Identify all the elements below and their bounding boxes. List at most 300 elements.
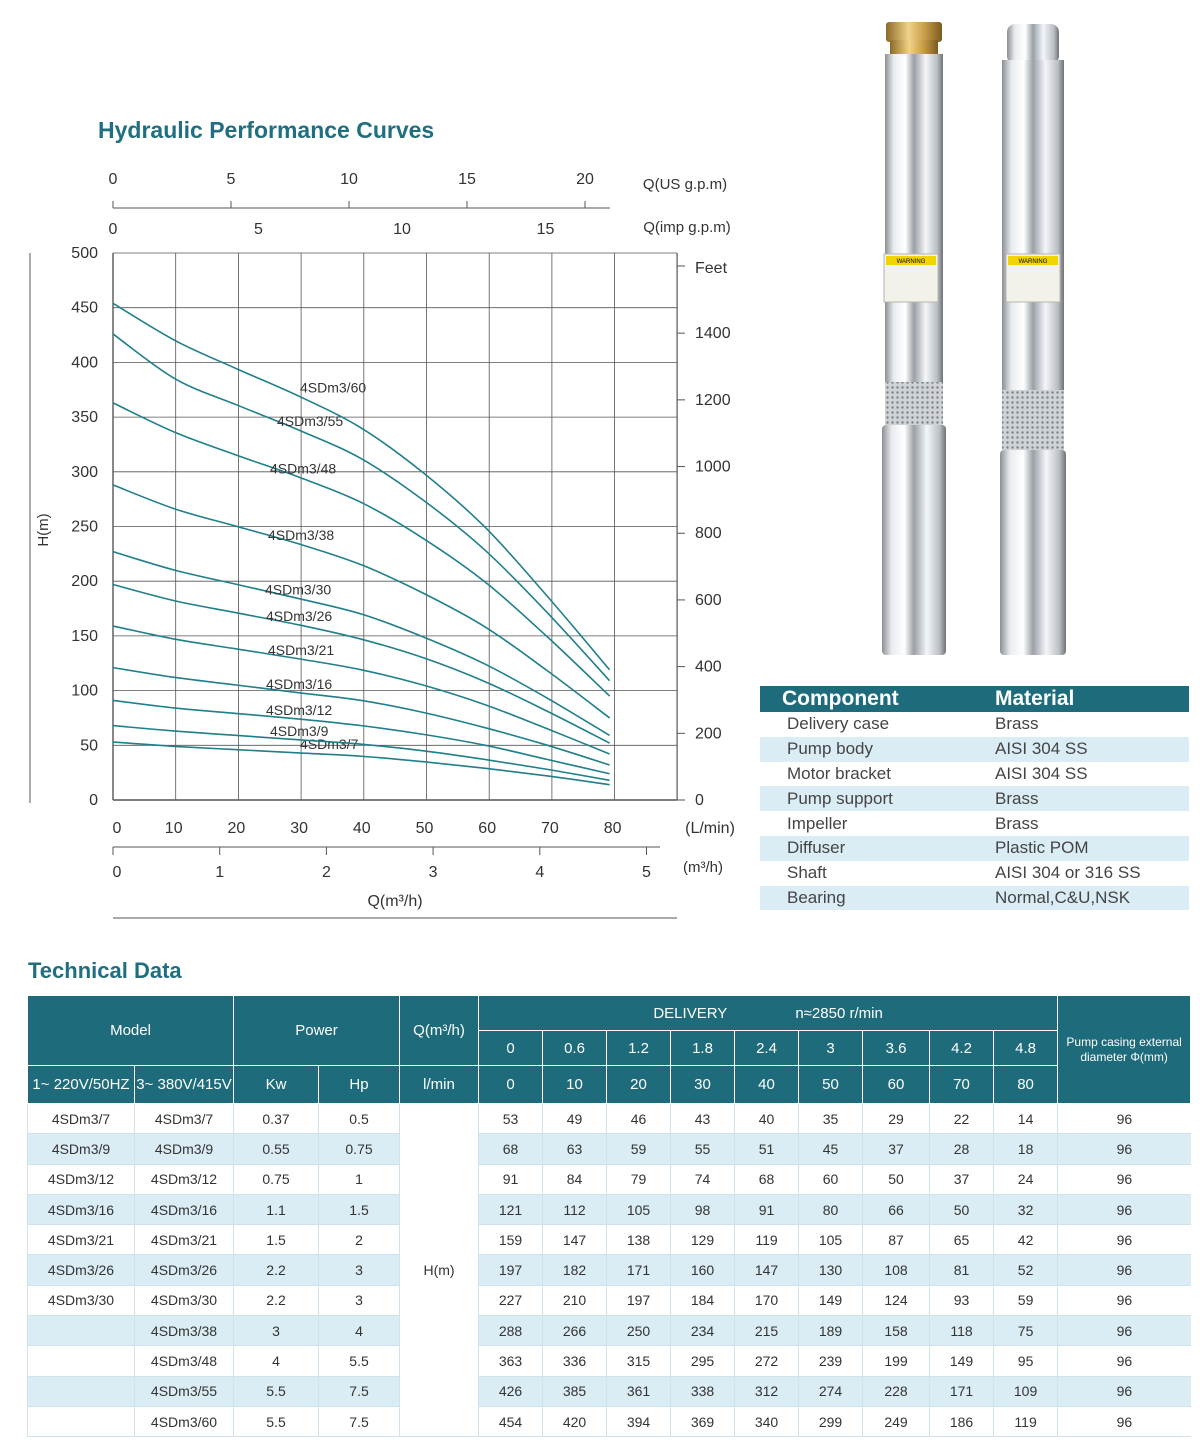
head-value-cell: 50 [930, 1194, 994, 1224]
casing-diameter-cell: 96 [1058, 1316, 1191, 1346]
head-value-cell: 336 [543, 1346, 607, 1376]
feet-axis-title: Feet [695, 260, 728, 277]
head-value-cell: 385 [543, 1376, 607, 1406]
hp-cell: 0.5 [319, 1104, 400, 1134]
curve-4sdm3-30 [113, 552, 610, 736]
head-value-cell: 158 [863, 1316, 930, 1346]
head-value-cell: 184 [671, 1285, 735, 1315]
feet-tick-label: 0 [695, 792, 704, 809]
q-m3h-cell: 4.2 [930, 1031, 994, 1066]
casing-diameter-cell: 96 [1058, 1346, 1191, 1376]
head-value-cell: 59 [994, 1285, 1058, 1315]
head-value-cell: 147 [543, 1225, 607, 1255]
lmin-tick-label: 50 [415, 820, 434, 837]
model-single-phase-cell [28, 1376, 135, 1406]
q-m3h-cell: 1.2 [607, 1031, 671, 1066]
curve-label: 4SDm3/48 [270, 460, 337, 477]
table-row [28, 1255, 1191, 1285]
head-value-cell: 40 [735, 1104, 799, 1134]
hp-header: Hp [319, 1066, 400, 1104]
y-tick-label: 250 [71, 518, 98, 536]
lmin-tick-label: 30 [290, 820, 308, 837]
head-value-cell: 84 [543, 1164, 607, 1194]
head-value-cell: 186 [930, 1406, 994, 1436]
kw-cell: 2.2 [234, 1255, 319, 1285]
model-single-phase-cell: 4SDm3/7 [28, 1104, 135, 1134]
head-value-cell: 66 [863, 1194, 930, 1224]
kw-cell: 4 [234, 1346, 319, 1376]
component-row [760, 762, 1189, 787]
y-tick-label: 50 [80, 737, 98, 755]
head-value-cell: 171 [930, 1376, 994, 1406]
feet-tick-label: 200 [695, 725, 722, 743]
head-value-cell: 93 [930, 1285, 994, 1315]
casing-diameter-cell: 96 [1058, 1376, 1191, 1406]
head-value-cell: 274 [799, 1376, 863, 1406]
component-cell: Pump body [760, 737, 995, 762]
head-value-cell: 109 [994, 1376, 1058, 1406]
q-lmin-cell: 10 [543, 1066, 607, 1104]
hp-cell: 3 [319, 1285, 400, 1315]
chart-title: Hydraulic Performance Curves [98, 117, 435, 143]
component-cell: Bearing [760, 886, 995, 911]
hp-cell: 1.5 [319, 1194, 400, 1224]
hm-label-cell: H(m) [400, 1104, 479, 1437]
curve-label: 4SDm3/30 [265, 581, 332, 598]
head-value-cell: 53 [479, 1104, 543, 1134]
table-row [28, 1104, 1191, 1134]
head-value-cell: 239 [799, 1346, 863, 1376]
kw-cell: 2.2 [234, 1285, 319, 1315]
y-tick-label: 150 [71, 627, 98, 645]
head-value-cell: 197 [607, 1285, 671, 1315]
curve-label: 4SDm3/60 [300, 379, 367, 396]
feet-tick-label: 600 [695, 591, 722, 609]
performance-chart [0, 150, 760, 930]
head-value-cell: 112 [543, 1194, 607, 1224]
curve-label: 4SDm3/21 [268, 641, 335, 658]
lmin-tick-label: 80 [603, 820, 622, 837]
head-value-cell: 215 [735, 1316, 799, 1346]
head-value-cell: 95 [994, 1346, 1058, 1376]
head-value-cell: 159 [479, 1225, 543, 1255]
component-row [760, 786, 1189, 811]
head-value-cell: 43 [671, 1104, 735, 1134]
m3h-axis-title: (m³/h) [683, 859, 723, 876]
head-value-cell: 68 [735, 1164, 799, 1194]
model-three-phase-cell: 4SDm3/21 [135, 1225, 234, 1255]
head-value-cell: 249 [863, 1406, 930, 1436]
head-value-cell: 228 [863, 1376, 930, 1406]
kw-cell: 0.55 [234, 1134, 319, 1164]
usgpm-tick-label: 0 [108, 171, 118, 188]
component-cell: Pump support [760, 786, 995, 811]
technical-data-title: Technical Data [28, 958, 182, 983]
head-value-cell: 74 [671, 1164, 735, 1194]
table-row [28, 1225, 1191, 1255]
head-value-cell: 51 [735, 1134, 799, 1164]
head-value-cell: 68 [479, 1134, 543, 1164]
head-value-cell: 234 [671, 1316, 735, 1346]
pump-illustrations [860, 10, 1190, 675]
material-cell: Brass [995, 813, 1039, 833]
table-row [28, 1316, 1191, 1346]
head-value-cell: 124 [863, 1285, 930, 1315]
head-value-cell: 45 [799, 1134, 863, 1164]
model-single-phase-cell: 4SDm3/12 [28, 1164, 135, 1194]
curve-4sdm3-16 [113, 668, 610, 765]
hp-cell: 3 [319, 1255, 400, 1285]
curve-4sdm3-38 [113, 485, 610, 718]
model-single-phase-cell [28, 1346, 135, 1376]
head-value-cell: 171 [607, 1255, 671, 1285]
m3h-tick-label: 1 [215, 864, 225, 881]
component-row [760, 737, 1189, 762]
curve-label: 4SDm3/55 [277, 413, 344, 430]
head-value-cell: 210 [543, 1285, 607, 1315]
feet-tick-label: 1400 [695, 325, 731, 343]
head-value-cell: 87 [863, 1225, 930, 1255]
q-m3h-cell: 0.6 [543, 1031, 607, 1066]
hp-cell: 4 [319, 1316, 400, 1346]
model-three-phase-cell: 4SDm3/12 [135, 1164, 234, 1194]
lmin-tick-label: 60 [478, 820, 497, 837]
q-lmin-cell: 60 [863, 1066, 930, 1104]
head-value-cell: 138 [607, 1225, 671, 1255]
head-value-cell: 340 [735, 1406, 799, 1436]
head-value-cell: 420 [543, 1406, 607, 1436]
hp-cell: 7.5 [319, 1376, 400, 1406]
head-value-cell: 65 [930, 1225, 994, 1255]
material-header: Material [995, 686, 1189, 712]
q-lmin-cell: 80 [994, 1066, 1058, 1104]
head-value-cell: 105 [607, 1194, 671, 1224]
model-single-phase-cell: 4SDm3/26 [28, 1255, 135, 1285]
q-m3h-cell: 2.4 [735, 1031, 799, 1066]
y-tick-label: 0 [89, 792, 98, 809]
component-row [760, 712, 1189, 737]
y-tick-label: 400 [71, 354, 98, 372]
y-tick-label: 450 [71, 299, 98, 317]
casing-diameter-cell: 96 [1058, 1194, 1191, 1224]
table-row [28, 1346, 1191, 1376]
casing-header: Pump casing external diameter Φ(mm) [1058, 996, 1191, 1104]
pump-brass-icon [882, 22, 946, 655]
m3h-tick-label: 2 [321, 864, 331, 881]
head-value-cell: 42 [994, 1225, 1058, 1255]
head-value-cell: 105 [799, 1225, 863, 1255]
usgpm-tick-label: 5 [226, 171, 236, 188]
head-value-cell: 182 [543, 1255, 607, 1285]
usgpm-tick-label: 20 [576, 171, 594, 188]
kw-cell: 1.1 [234, 1194, 319, 1224]
pump2-warning-label: WARNING [1018, 259, 1048, 265]
model-single-phase-cell: 4SDm3/9 [28, 1134, 135, 1164]
curve-4sdm3-7 [113, 742, 610, 785]
feet-tick-label: 1000 [695, 458, 731, 476]
casing-diameter-cell: 96 [1058, 1225, 1191, 1255]
head-value-cell: 394 [607, 1406, 671, 1436]
head-value-cell: 454 [479, 1406, 543, 1436]
model-single-phase-cell [28, 1406, 135, 1436]
y-axis-title: H(m) [35, 513, 52, 547]
lmin-tick-label: 20 [227, 820, 246, 837]
head-value-cell: 149 [930, 1346, 994, 1376]
head-value-cell: 55 [671, 1134, 735, 1164]
table-row [28, 1376, 1191, 1406]
y-tick-label: 500 [71, 245, 98, 262]
model-three-phase-cell: 4SDm3/9 [135, 1134, 234, 1164]
model-three-phase-cell: 4SDm3/30 [135, 1285, 234, 1315]
curve-4sdm3-21 [113, 626, 610, 754]
head-value-cell: 149 [799, 1285, 863, 1315]
head-value-cell: 426 [479, 1376, 543, 1406]
head-value-cell: 18 [994, 1134, 1058, 1164]
component-cell: Shaft [787, 863, 827, 883]
curve-4sdm3-48 [113, 403, 610, 696]
material-cell: AISI 304 SS [995, 763, 1088, 783]
head-value-cell: 361 [607, 1376, 671, 1406]
head-value-cell: 266 [543, 1316, 607, 1346]
component-cell: Motor bracket [787, 763, 891, 783]
head-value-cell: 272 [735, 1346, 799, 1376]
material-cell: Normal,C&U,NSK [995, 886, 1189, 911]
head-value-cell: 80 [799, 1194, 863, 1224]
y-tick-label: 350 [71, 409, 98, 427]
head-value-cell: 119 [735, 1225, 799, 1255]
q-lmin-cell: 0 [479, 1066, 543, 1104]
casing-diameter-cell: 96 [1058, 1255, 1191, 1285]
head-value-cell: 363 [479, 1346, 543, 1376]
model-three-phase-cell: 4SDm3/16 [135, 1194, 234, 1224]
curve-label: 4SDm3/12 [266, 702, 333, 719]
model-single-phase-cell: 4SDm3/30 [28, 1285, 135, 1315]
usgpm-tick-label: 10 [340, 171, 358, 188]
casing-diameter-cell: 96 [1058, 1406, 1191, 1436]
speed-label: n≈2850 r/min [795, 1004, 883, 1022]
component-row [760, 811, 1189, 836]
impgpm-tick-label: 15 [536, 221, 555, 238]
hp-cell: 5.5 [319, 1346, 400, 1376]
curve-label: 4SDm3/7 [300, 735, 359, 752]
model-single-phase-cell: 4SDm3/16 [28, 1194, 135, 1224]
head-value-cell: 160 [671, 1255, 735, 1285]
m3h-tick-label: 0 [112, 864, 122, 881]
head-value-cell: 49 [543, 1104, 607, 1134]
head-value-cell: 91 [735, 1194, 799, 1224]
three-phase-header: 3~ 380V/415V [135, 1066, 234, 1104]
q-lmin-cell: 20 [607, 1066, 671, 1104]
curve-4sdm3-12 [113, 700, 610, 773]
head-value-cell: 24 [994, 1164, 1058, 1194]
head-value-cell: 63 [543, 1134, 607, 1164]
head-value-cell: 147 [735, 1255, 799, 1285]
single-phase-header: 1~ 220V/50HZ [28, 1066, 135, 1104]
lmin-tick-label: 0 [112, 820, 122, 837]
head-value-cell: 369 [671, 1406, 735, 1436]
technical-data-table [27, 995, 1191, 1437]
hp-cell: 0.75 [319, 1134, 400, 1164]
impgpm-tick-label: 10 [393, 221, 411, 238]
model-three-phase-cell: 4SDm3/26 [135, 1255, 234, 1285]
material-cell: Plastic POM [995, 836, 1189, 861]
table-row [28, 1164, 1191, 1194]
table-row [28, 1285, 1191, 1315]
material-cell: AISI 304 or 316 SS [995, 863, 1141, 883]
head-value-cell: 197 [479, 1255, 543, 1285]
usgpm-axis-title: Q(US g.p.m) [642, 176, 728, 193]
pump1-warning-label: WARNING [896, 259, 926, 265]
q-m3h-cell: 3 [799, 1031, 863, 1066]
head-value-cell: 299 [799, 1406, 863, 1436]
x-axis-title: Q(m³/h) [367, 893, 423, 910]
impgpm-tick-label: 0 [108, 221, 118, 238]
feet-tick-label: 800 [695, 525, 722, 543]
table-row [28, 1194, 1191, 1224]
head-value-cell: 32 [994, 1194, 1058, 1224]
table-row [28, 1134, 1191, 1164]
q-m3h-cell: 1.8 [671, 1031, 735, 1066]
q-lmin-cell: 50 [799, 1066, 863, 1104]
head-value-cell: 60 [799, 1164, 863, 1194]
m3h-tick-label: 4 [535, 864, 545, 881]
impgpm-tick-label: 5 [254, 221, 263, 238]
table-row [28, 1406, 1191, 1436]
head-value-cell: 199 [863, 1346, 930, 1376]
curve-label: 4SDm3/9 [270, 722, 329, 739]
power-header: Power [234, 996, 400, 1066]
head-value-cell: 22 [930, 1104, 994, 1134]
kw-header: Kw [234, 1066, 319, 1104]
head-value-cell: 108 [863, 1255, 930, 1285]
kw-cell: 5.5 [234, 1376, 319, 1406]
feet-tick-label: 400 [695, 658, 722, 676]
head-value-cell: 37 [863, 1134, 930, 1164]
lmin-tick-label: 70 [541, 820, 559, 837]
head-value-cell: 130 [799, 1255, 863, 1285]
head-value-cell: 338 [671, 1376, 735, 1406]
pump-steel-icon [1000, 24, 1066, 655]
delivery-header [479, 996, 1058, 1031]
kw-cell: 5.5 [234, 1406, 319, 1436]
q-header: Q(m³/h) [400, 996, 479, 1066]
kw-cell: 0.75 [234, 1164, 319, 1194]
head-value-cell: 189 [799, 1316, 863, 1346]
component-material-table [760, 686, 1189, 910]
q-lmin-cell: 40 [735, 1066, 799, 1104]
hp-cell: 2 [319, 1225, 400, 1255]
model-three-phase-cell: 4SDm3/55 [135, 1376, 234, 1406]
curve-4sdm3-26 [113, 581, 610, 743]
lmin-tick-label: 10 [164, 820, 183, 837]
head-value-cell: 37 [930, 1164, 994, 1194]
lmin-axis-title: (L/min) [685, 820, 735, 837]
impgpm-axis-title: Q(imp g.p.m) [643, 219, 731, 236]
hp-cell: 7.5 [319, 1406, 400, 1436]
model-three-phase-cell: 4SDm3/7 [135, 1104, 234, 1134]
head-value-cell: 52 [994, 1255, 1058, 1285]
component-cell: Impeller [787, 813, 848, 833]
feet-tick-label: 1200 [695, 391, 731, 409]
curve-label: 4SDm3/26 [266, 607, 333, 624]
head-value-cell: 81 [930, 1255, 994, 1285]
m3h-tick-label: 5 [642, 864, 651, 881]
head-value-cell: 227 [479, 1285, 543, 1315]
material-cell: Brass [995, 714, 1039, 734]
usgpm-tick-label: 15 [458, 171, 476, 188]
head-value-cell: 295 [671, 1346, 735, 1376]
head-value-cell: 312 [735, 1376, 799, 1406]
head-value-cell: 14 [994, 1104, 1058, 1134]
component-header: Component [760, 686, 995, 712]
lmin-header: l/min [400, 1066, 479, 1104]
casing-diameter-cell: 96 [1058, 1164, 1191, 1194]
head-value-cell: 79 [607, 1164, 671, 1194]
component-row [760, 861, 1189, 886]
model-three-phase-cell: 4SDm3/48 [135, 1346, 234, 1376]
component-cell: Delivery case [787, 714, 890, 734]
head-value-cell: 315 [607, 1346, 671, 1376]
head-value-cell: 50 [863, 1164, 930, 1194]
kw-cell: 1.5 [234, 1225, 319, 1255]
head-value-cell: 29 [863, 1104, 930, 1134]
curve-label: 4SDm3/38 [268, 527, 335, 544]
y-tick-label: 300 [71, 463, 98, 481]
head-value-cell: 46 [607, 1104, 671, 1134]
casing-diameter-cell: 96 [1058, 1104, 1191, 1134]
head-value-cell: 170 [735, 1285, 799, 1315]
q-m3h-cell: 4.8 [994, 1031, 1058, 1066]
head-value-cell: 129 [671, 1225, 735, 1255]
model-header: Model [28, 996, 234, 1066]
head-value-cell: 250 [607, 1316, 671, 1346]
model-single-phase-cell [28, 1316, 135, 1346]
kw-cell: 3 [234, 1316, 319, 1346]
casing-diameter-cell: 96 [1058, 1134, 1191, 1164]
material-cell: AISI 304 SS [995, 737, 1189, 762]
m3h-tick-label: 3 [428, 864, 438, 881]
model-single-phase-cell: 4SDm3/21 [28, 1225, 135, 1255]
casing-diameter-cell: 96 [1058, 1285, 1191, 1315]
head-value-cell: 28 [930, 1134, 994, 1164]
head-value-cell: 59 [607, 1134, 671, 1164]
component-cell: Diffuser [760, 836, 995, 861]
q-lmin-cell: 30 [671, 1066, 735, 1104]
component-row [760, 886, 1189, 911]
head-value-cell: 98 [671, 1194, 735, 1224]
curve-label: 4SDm3/16 [266, 675, 333, 692]
head-value-cell: 35 [799, 1104, 863, 1134]
head-value-cell: 91 [479, 1164, 543, 1194]
head-value-cell: 119 [994, 1406, 1058, 1436]
component-row [760, 836, 1189, 861]
y-tick-label: 100 [71, 682, 98, 700]
delivery-label: DELIVERY [653, 1004, 727, 1022]
head-value-cell: 288 [479, 1316, 543, 1346]
q-lmin-cell: 70 [930, 1066, 994, 1104]
model-three-phase-cell: 4SDm3/60 [135, 1406, 234, 1436]
curve-4sdm3-9 [113, 726, 610, 781]
lmin-tick-label: 40 [352, 820, 371, 837]
head-value-cell: 75 [994, 1316, 1058, 1346]
hp-cell: 1 [319, 1164, 400, 1194]
y-tick-label: 200 [71, 573, 98, 591]
kw-cell: 0.37 [234, 1104, 319, 1134]
head-value-cell: 118 [930, 1316, 994, 1346]
material-cell: Brass [995, 786, 1189, 811]
q-m3h-cell: 0 [479, 1031, 543, 1066]
head-value-cell: 121 [479, 1194, 543, 1224]
